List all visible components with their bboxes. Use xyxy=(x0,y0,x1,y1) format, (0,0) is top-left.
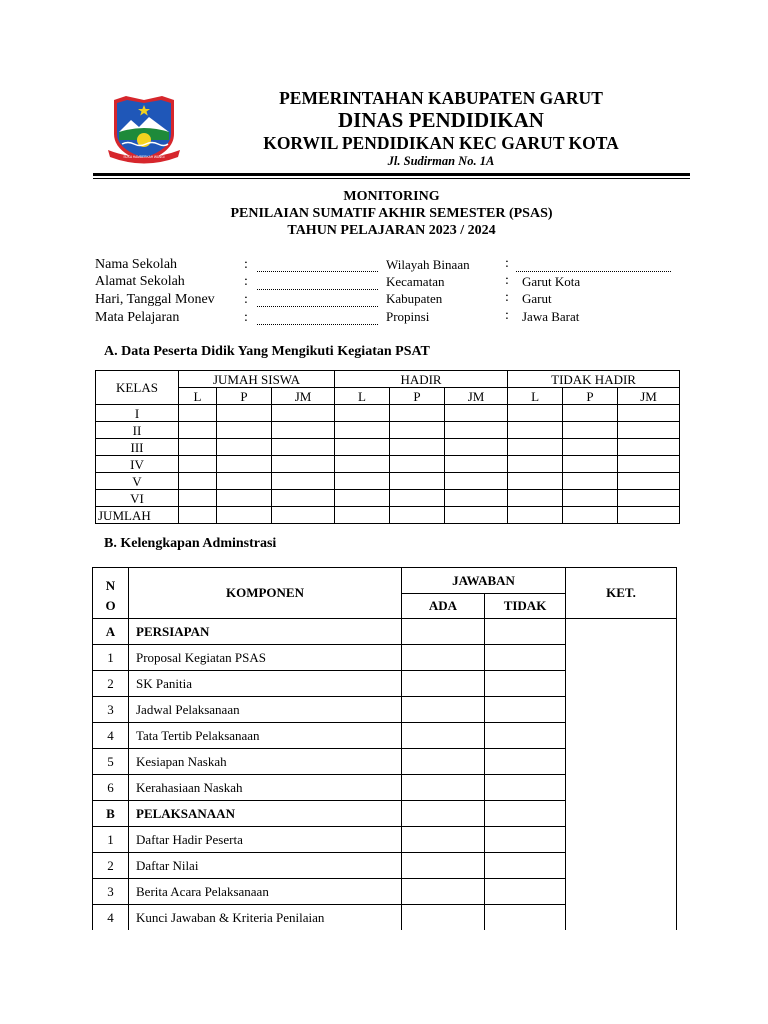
field-input-mata-pelajaran[interactable] xyxy=(257,324,378,325)
entry-cell[interactable] xyxy=(335,490,390,507)
entry-cell[interactable] xyxy=(335,507,390,524)
entry-cell[interactable] xyxy=(563,456,618,473)
component-label: Jadwal Pelaksanaan xyxy=(129,697,402,723)
field-input-hari-tanggal[interactable] xyxy=(257,306,378,307)
field-value-kecamatan: Garut Kota xyxy=(522,274,581,289)
answer-tidak-cell[interactable] xyxy=(485,749,566,775)
answer-tidak-cell[interactable] xyxy=(485,723,566,749)
row-label-kelas: VI xyxy=(96,490,179,507)
component-label: SK Panitia xyxy=(129,671,402,697)
row-label-kelas: JUMLAH xyxy=(96,507,179,524)
entry-cell[interactable] xyxy=(179,422,217,439)
entry-cell[interactable] xyxy=(217,422,272,439)
subheader-cell: L xyxy=(508,388,563,405)
entry-cell[interactable] xyxy=(272,490,335,507)
field-label-propinsi: Propinsi xyxy=(386,309,430,324)
table-row xyxy=(96,405,680,422)
entry-cell[interactable] xyxy=(508,456,563,473)
entry-cell[interactable] xyxy=(390,439,445,456)
header-ket: KET. xyxy=(566,568,677,619)
entry-cell[interactable] xyxy=(390,473,445,490)
header-no-bottom: O xyxy=(93,594,129,619)
header-komponen: KOMPONEN xyxy=(129,568,402,619)
letterhead-divider-thin xyxy=(93,178,690,179)
entry-cell[interactable] xyxy=(179,456,217,473)
header-tidak-hadir: TIDAK HADIR xyxy=(508,371,680,388)
answer-tidak-cell[interactable] xyxy=(485,905,566,931)
component-label: Proposal Kegiatan PSAS xyxy=(129,645,402,671)
entry-cell[interactable] xyxy=(272,422,335,439)
subheader-cell: P xyxy=(217,388,272,405)
header-kelas: KELAS xyxy=(96,371,179,405)
answer-tidak-cell[interactable] xyxy=(485,827,566,853)
answer-ada-cell[interactable] xyxy=(402,671,485,697)
answer-ada-cell[interactable] xyxy=(402,749,485,775)
row-number: 4 xyxy=(93,723,129,749)
answer-ada-cell[interactable] xyxy=(402,853,485,879)
entry-cell[interactable] xyxy=(272,456,335,473)
answer-tidak-cell[interactable] xyxy=(485,775,566,801)
component-label: Daftar Hadir Peserta xyxy=(129,827,402,853)
row-number: B xyxy=(93,801,129,827)
administration-checklist-table xyxy=(92,567,677,930)
header-tidak: TIDAK xyxy=(485,594,566,619)
letterhead-divider-thick xyxy=(93,173,690,176)
document-title: MONITORING xyxy=(343,189,440,204)
field-colon: : xyxy=(244,292,248,307)
header-jumlah-siswa: JUMAH SISWA xyxy=(179,371,335,388)
row-number: 4 xyxy=(93,905,129,931)
group-title: PERSIAPAN xyxy=(129,619,402,645)
entry-cell[interactable] xyxy=(272,439,335,456)
field-input-wilayah-binaan[interactable] xyxy=(516,271,671,272)
subheader-cell: JM xyxy=(272,388,335,405)
entry-cell[interactable] xyxy=(563,405,618,422)
answer-tidak-cell[interactable] xyxy=(485,619,566,645)
participant-data-table xyxy=(95,370,680,524)
table-row xyxy=(96,456,680,473)
entry-cell[interactable] xyxy=(335,439,390,456)
letterhead-address: Jl. Sudirman No. 1A xyxy=(387,154,495,168)
group-row xyxy=(93,619,677,645)
row-number: 6 xyxy=(93,775,129,801)
field-value-kabupaten: Garut xyxy=(522,291,552,306)
header-hadir: HADIR xyxy=(335,371,508,388)
entry-cell[interactable] xyxy=(335,473,390,490)
header-ada: ADA xyxy=(402,594,485,619)
entry-cell[interactable] xyxy=(217,507,272,524)
answer-tidak-cell[interactable] xyxy=(485,671,566,697)
table-row xyxy=(96,422,680,439)
entry-cell[interactable] xyxy=(508,473,563,490)
entry-cell[interactable] xyxy=(563,507,618,524)
table-row xyxy=(96,473,680,490)
component-label: Tata Tertib Pelaksanaan xyxy=(129,723,402,749)
field-colon: : xyxy=(244,310,248,325)
row-label-kelas: V xyxy=(96,473,179,490)
subheader-cell: JM xyxy=(445,388,508,405)
subheader-cell: P xyxy=(563,388,618,405)
subheader-cell: P xyxy=(390,388,445,405)
subheader-row xyxy=(96,388,680,405)
field-label-kabupaten: Kabupaten xyxy=(386,291,443,306)
entry-cell[interactable] xyxy=(445,456,508,473)
document-subtitle: PENILAIAN SUMATIF AKHIR SEMESTER (PSAS) xyxy=(230,206,553,221)
field-colon: : xyxy=(505,256,509,271)
row-number: 1 xyxy=(93,645,129,671)
field-input-alamat-sekolah[interactable] xyxy=(257,289,378,290)
header-jawaban: JAWABAN xyxy=(402,568,566,594)
entry-cell[interactable] xyxy=(508,405,563,422)
entry-cell[interactable] xyxy=(390,456,445,473)
answer-tidak-cell[interactable] xyxy=(485,879,566,905)
entry-cell[interactable] xyxy=(445,422,508,439)
entry-cell[interactable] xyxy=(272,405,335,422)
row-label-kelas: I xyxy=(96,405,179,422)
garut-regency-logo xyxy=(106,94,182,166)
letterhead-agency: DINAS PENDIDIKAN xyxy=(338,108,544,132)
entry-cell[interactable] xyxy=(390,507,445,524)
answer-ada-cell[interactable] xyxy=(402,645,485,671)
entry-cell[interactable] xyxy=(272,507,335,524)
table-row xyxy=(96,490,680,507)
field-colon: : xyxy=(505,273,509,288)
component-label: Kesiapan Naskah xyxy=(129,749,402,775)
entry-cell[interactable] xyxy=(563,439,618,456)
row-number: 3 xyxy=(93,879,129,905)
row-number: A xyxy=(93,619,129,645)
answer-tidak-cell[interactable] xyxy=(485,645,566,671)
entry-cell[interactable] xyxy=(563,422,618,439)
entry-cell[interactable] xyxy=(335,405,390,422)
row-number: 2 xyxy=(93,671,129,697)
field-colon: : xyxy=(244,257,248,272)
entry-cell[interactable] xyxy=(179,473,217,490)
entry-cell[interactable] xyxy=(618,473,680,490)
field-label-wilayah-binaan: Wilayah Binaan xyxy=(386,257,470,272)
answer-ada-cell[interactable] xyxy=(402,827,485,853)
letterhead-korwil: KORWIL PENDIDIKAN KEC GARUT KOTA xyxy=(263,133,619,153)
group-title: PELAKSANAAN xyxy=(129,801,402,827)
answer-tidak-cell[interactable] xyxy=(485,853,566,879)
entry-cell[interactable] xyxy=(618,422,680,439)
entry-cell[interactable] xyxy=(445,405,508,422)
subheader-cell: L xyxy=(179,388,217,405)
entry-cell[interactable] xyxy=(618,507,680,524)
row-label-kelas: II xyxy=(96,422,179,439)
entry-cell[interactable] xyxy=(217,439,272,456)
field-label-alamat-sekolah: Alamat Sekolah xyxy=(95,274,185,289)
ket-notes-cell[interactable] xyxy=(566,619,677,931)
entry-cell[interactable] xyxy=(272,473,335,490)
entry-cell[interactable] xyxy=(179,439,217,456)
answer-ada-cell[interactable] xyxy=(402,619,485,645)
subheader-cell: JM xyxy=(618,388,680,405)
entry-cell[interactable] xyxy=(508,507,563,524)
row-number: 3 xyxy=(93,697,129,723)
entry-cell[interactable] xyxy=(217,490,272,507)
entry-cell[interactable] xyxy=(179,490,217,507)
document-academic-year: TAHUN PELAJARAN 2023 / 2024 xyxy=(287,223,496,238)
component-label: Kunci Jawaban & Kriteria Penilaian xyxy=(129,905,402,931)
entry-cell[interactable] xyxy=(508,422,563,439)
component-label: Kerahasiaan Naskah xyxy=(129,775,402,801)
field-label-mata-pelajaran: Mata Pelajaran xyxy=(95,310,180,325)
entry-cell[interactable] xyxy=(335,456,390,473)
entry-cell[interactable] xyxy=(618,439,680,456)
row-label-kelas: III xyxy=(96,439,179,456)
header-no-top: N xyxy=(93,568,129,594)
field-input-nama-sekolah[interactable] xyxy=(257,271,378,272)
answer-ada-cell[interactable] xyxy=(402,801,485,827)
field-label-hari-tanggal: Hari, Tanggal Monev xyxy=(95,292,215,307)
entry-cell[interactable] xyxy=(445,473,508,490)
answer-ada-cell[interactable] xyxy=(402,905,485,931)
entry-cell[interactable] xyxy=(217,456,272,473)
entry-cell[interactable] xyxy=(179,507,217,524)
component-label: Daftar Nilai xyxy=(129,853,402,879)
row-number: 5 xyxy=(93,749,129,775)
answer-ada-cell[interactable] xyxy=(402,879,485,905)
entry-cell[interactable] xyxy=(390,490,445,507)
entry-cell[interactable] xyxy=(335,422,390,439)
entry-cell[interactable] xyxy=(563,490,618,507)
entry-cell[interactable] xyxy=(618,456,680,473)
answer-ada-cell[interactable] xyxy=(402,723,485,749)
entry-cell[interactable] xyxy=(217,473,272,490)
entry-cell[interactable] xyxy=(390,405,445,422)
table-row xyxy=(96,439,680,456)
entry-cell[interactable] xyxy=(390,422,445,439)
field-label-kecamatan: Kecamatan xyxy=(386,274,445,289)
field-colon: : xyxy=(505,308,509,323)
subheader-cell: L xyxy=(335,388,390,405)
entry-cell[interactable] xyxy=(508,490,563,507)
component-label: Berita Acara Pelaksanaan xyxy=(129,879,402,905)
section-a-heading: A. Data Peserta Didik Yang Mengikuti Kegiatan PSAT xyxy=(104,344,430,359)
entry-cell[interactable] xyxy=(217,405,272,422)
field-label-nama-sekolah: Nama Sekolah xyxy=(95,257,178,272)
answer-tidak-cell[interactable] xyxy=(485,697,566,723)
entry-cell[interactable] xyxy=(563,473,618,490)
entry-cell[interactable] xyxy=(445,507,508,524)
field-colon: : xyxy=(244,274,248,289)
row-number: 2 xyxy=(93,853,129,879)
entry-cell[interactable] xyxy=(618,490,680,507)
answer-tidak-cell[interactable] xyxy=(485,801,566,827)
entry-cell[interactable] xyxy=(445,439,508,456)
answer-ada-cell[interactable] xyxy=(402,775,485,801)
answer-ada-cell[interactable] xyxy=(402,697,485,723)
section-b-heading: B. Kelengkapan Adminstrasi xyxy=(104,536,277,551)
field-value-propinsi: Jawa Barat xyxy=(522,309,580,324)
entry-cell[interactable] xyxy=(179,405,217,422)
row-label-kelas: IV xyxy=(96,456,179,473)
logo-ribbon-text: SUKA HAMBERKAH WANGI xyxy=(123,155,165,159)
entry-cell[interactable] xyxy=(508,439,563,456)
field-colon: : xyxy=(505,290,509,305)
entry-cell[interactable] xyxy=(445,490,508,507)
entry-cell[interactable] xyxy=(618,405,680,422)
table-row xyxy=(96,507,680,524)
letterhead-government: PEMERINTAHAN KABUPATEN GARUT xyxy=(279,88,603,108)
row-number: 1 xyxy=(93,827,129,853)
